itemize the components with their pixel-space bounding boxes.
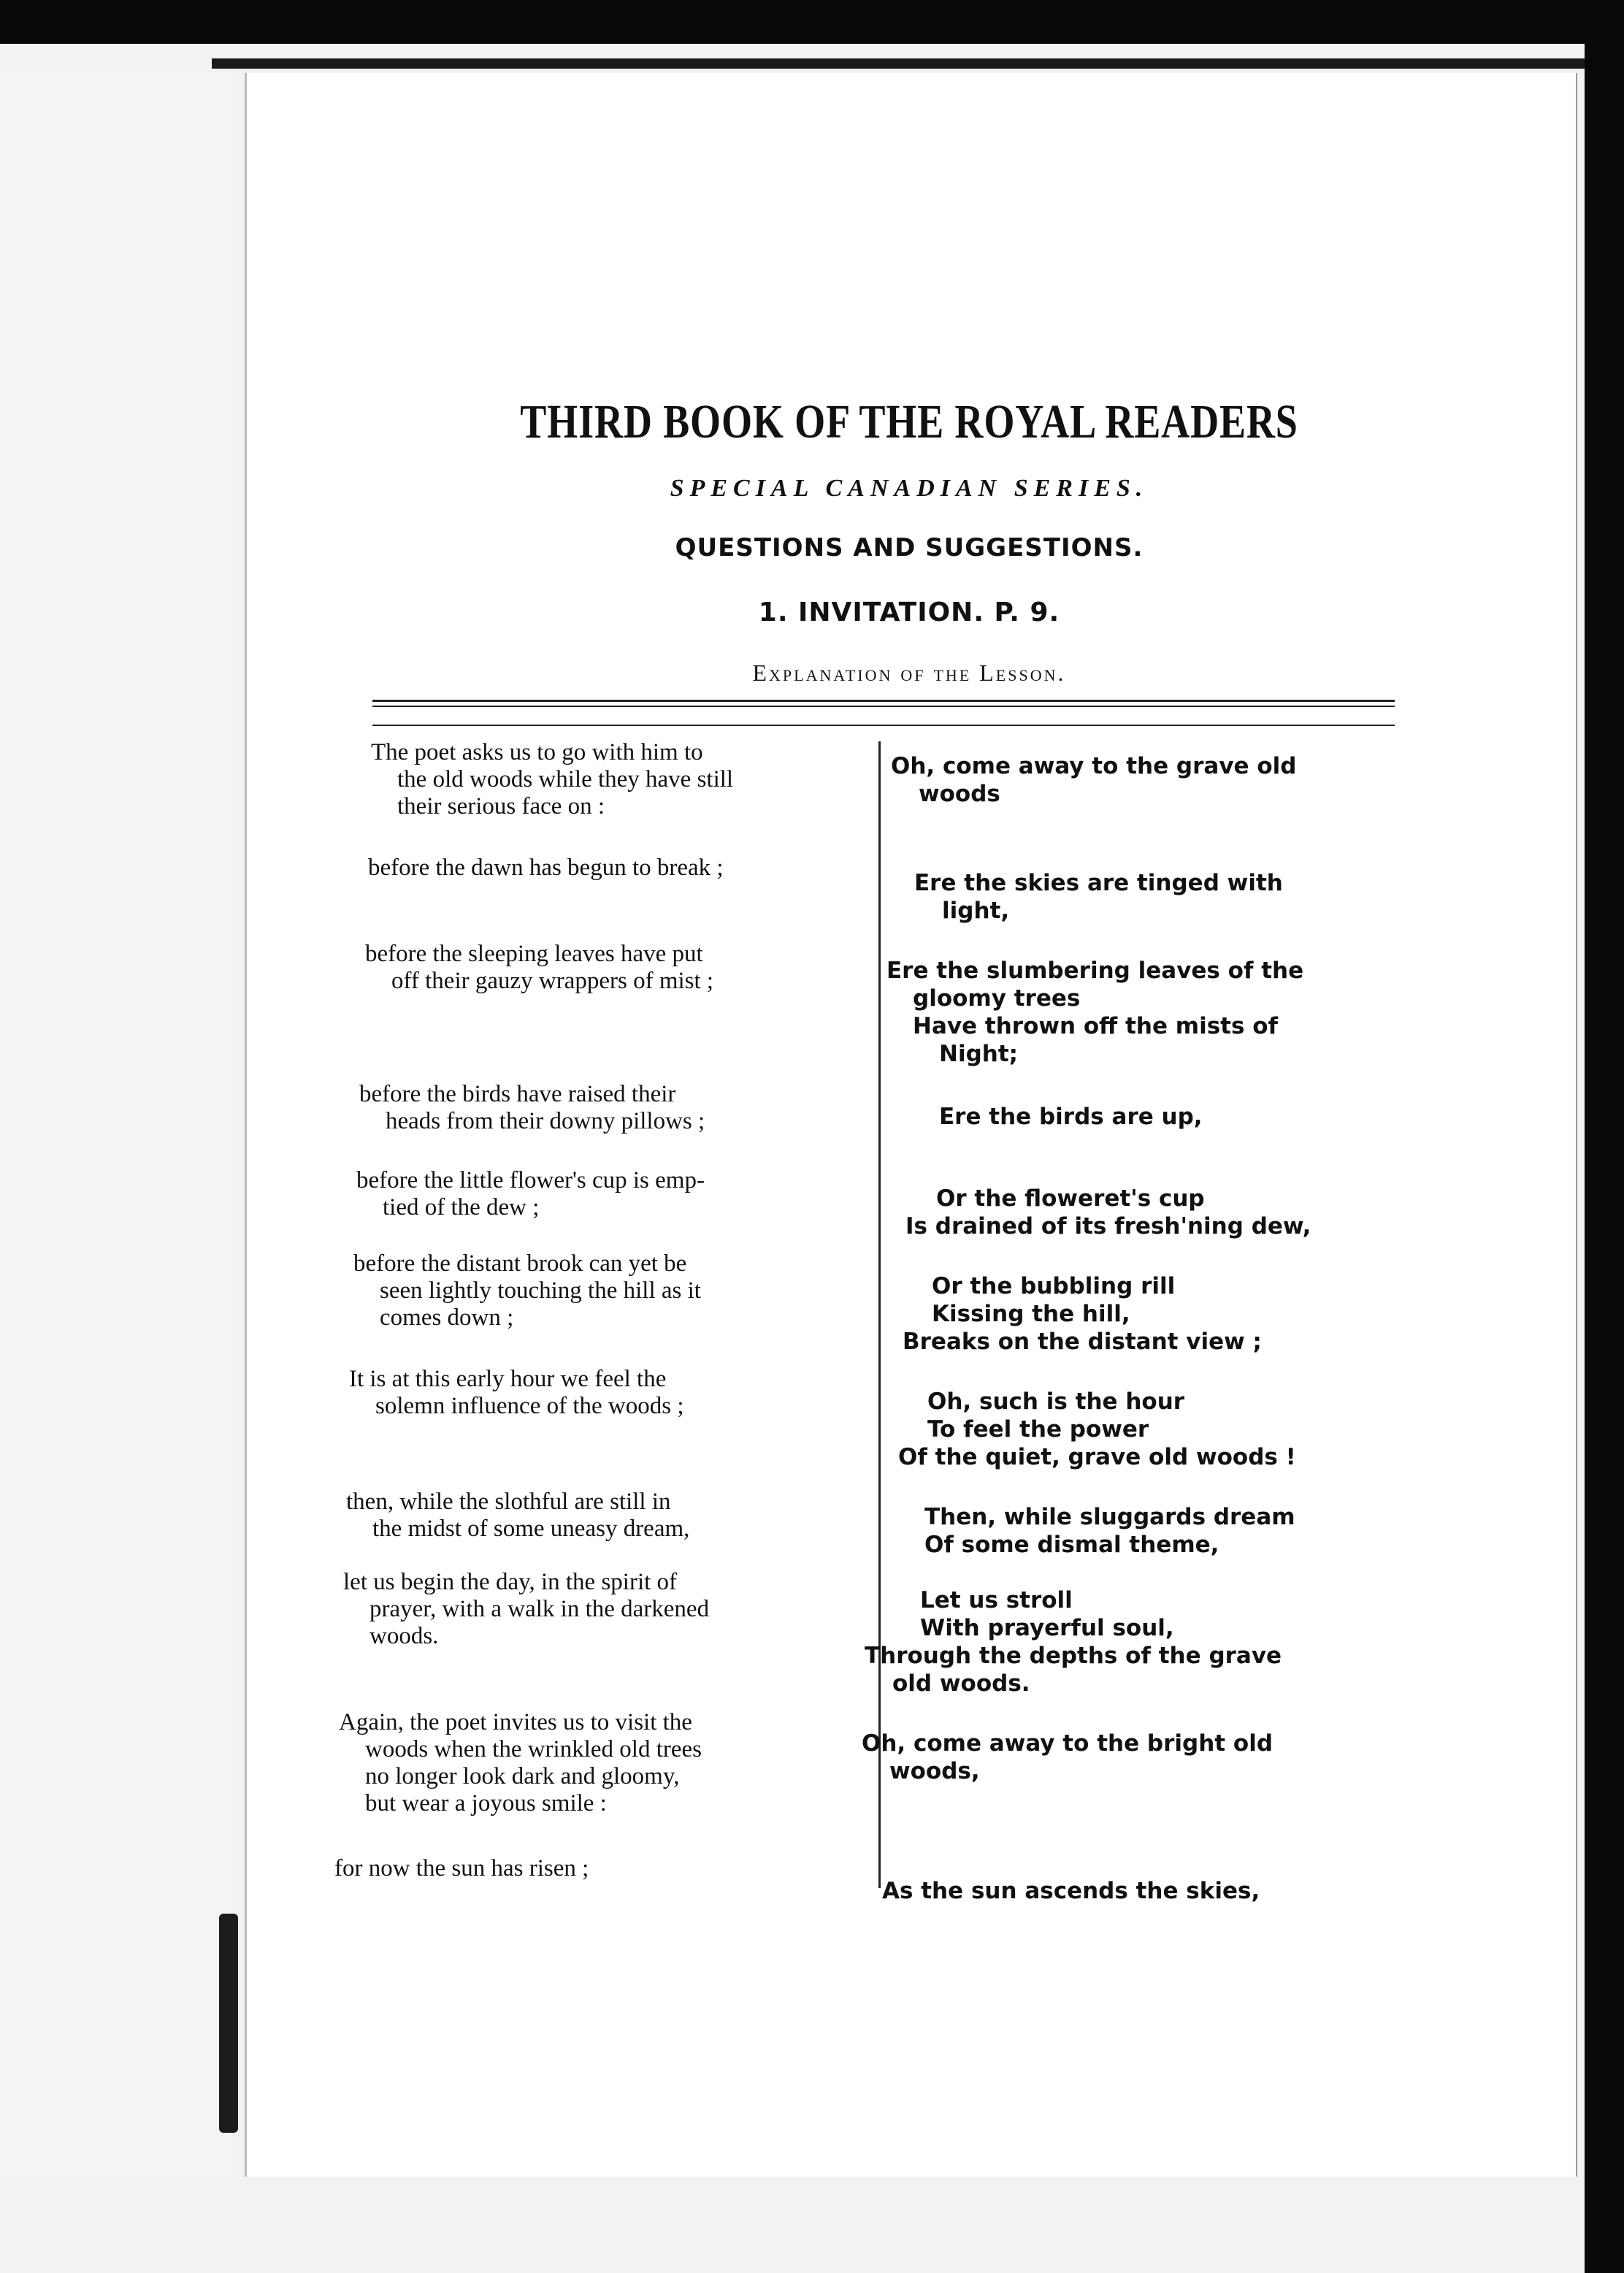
explanation-line: their serious face on : bbox=[397, 793, 605, 820]
poem-line: Is drained of its fresh'ning dew, bbox=[905, 1213, 1311, 1239]
poem-stanza bbox=[924, 1503, 1295, 1559]
poem-stanza bbox=[891, 752, 1296, 808]
poem-stanza bbox=[865, 1586, 1282, 1697]
explanation-line: comes down ; bbox=[380, 1304, 514, 1331]
column-divider bbox=[878, 741, 881, 1888]
poem-stanza bbox=[914, 869, 1283, 925]
poem-line: gloomy trees bbox=[913, 985, 1081, 1012]
poem-line: As the sun ascends the skies, bbox=[882, 1878, 1260, 1904]
poem-stanza bbox=[903, 1272, 1262, 1356]
explanation-line: the midst of some uneasy dream, bbox=[372, 1516, 690, 1542]
explanation-block bbox=[365, 941, 713, 995]
section-heading: QUESTIONS AND SUGGESTIONS. bbox=[675, 533, 1144, 562]
poem-line: To feel the power bbox=[927, 1416, 1149, 1443]
facing-page bbox=[0, 73, 232, 2177]
explanation-block bbox=[368, 855, 724, 882]
poem-line: With prayerful soul, bbox=[920, 1615, 1174, 1641]
explanation-line: before the birds have raised their bbox=[359, 1081, 676, 1107]
explanation-line: woods. bbox=[369, 1623, 439, 1649]
header-rule-bottom bbox=[372, 725, 1395, 726]
explanation-line: It is at this early hour we feel the bbox=[349, 1366, 667, 1392]
explanation-line: seen lightly touching the hill as it bbox=[380, 1277, 701, 1304]
explanation-block bbox=[371, 739, 733, 820]
explanation-heading: Explanation of the Lesson. bbox=[752, 660, 1066, 686]
explanation-block bbox=[343, 1569, 709, 1650]
poem-stanza bbox=[882, 1877, 1260, 1905]
explanation-line: Again, the poet invites us to visit the bbox=[339, 1709, 692, 1735]
explanation-line: before the distant brook can yet be bbox=[353, 1250, 687, 1277]
poem-line: woods, bbox=[889, 1758, 980, 1784]
lesson-heading: 1. INVITATION. P. 9. bbox=[758, 597, 1060, 627]
poem-line: Ere the skies are tinged with bbox=[914, 870, 1283, 896]
poem-stanza bbox=[886, 957, 1303, 1068]
poem-stanza bbox=[905, 1185, 1311, 1240]
explanation-line: The poet asks us to go with him to bbox=[371, 739, 703, 765]
header-rule-middle bbox=[372, 706, 1395, 707]
poem-line: Through the depths of the grave bbox=[865, 1643, 1282, 1669]
poem-line: light, bbox=[942, 898, 1010, 924]
explanation-line: off their gauzy wrappers of mist ; bbox=[391, 968, 714, 994]
explanation-line: for now the sun has risen ; bbox=[334, 1855, 589, 1882]
explanation-line: before the little flower's cup is emp- bbox=[356, 1167, 705, 1193]
poem-line: Oh, come away to the grave old bbox=[891, 753, 1297, 779]
poem-line: Oh, such is the hour bbox=[927, 1388, 1185, 1415]
poem-line: Breaks on the distant view ; bbox=[903, 1329, 1262, 1355]
poem-line: Let us stroll bbox=[920, 1587, 1073, 1613]
poem-line: Have thrown off the mists of bbox=[913, 1013, 1278, 1039]
poem-stanza bbox=[898, 1388, 1296, 1471]
explanation-line: tied of the dew ; bbox=[383, 1194, 540, 1220]
poem-stanza bbox=[939, 1103, 1203, 1131]
poem-line: Of some dismal theme, bbox=[924, 1532, 1219, 1558]
poem-line: Or the floweret's cup bbox=[936, 1185, 1205, 1212]
explanation-block bbox=[339, 1709, 702, 1817]
binding-spine bbox=[219, 1914, 238, 2133]
explanation-line: no longer look dark and gloomy, bbox=[365, 1763, 680, 1789]
explanation-line: heads from their downy pillows ; bbox=[386, 1108, 705, 1134]
explanation-line: before the dawn has begun to break ; bbox=[368, 855, 724, 881]
explanation-block bbox=[359, 1081, 705, 1135]
explanation-line: but wear a joyous smile : bbox=[365, 1790, 607, 1817]
explanation-block bbox=[356, 1167, 705, 1221]
poem-line: Of the quiet, grave old woods ! bbox=[898, 1444, 1296, 1470]
explanation-line: solemn influence of the woods ; bbox=[375, 1393, 684, 1419]
explanation-block bbox=[346, 1489, 689, 1543]
series-subtitle: SPECIAL CANADIAN SERIES. bbox=[670, 475, 1149, 502]
explanation-line: prayer, with a walk in the darkened bbox=[369, 1596, 710, 1622]
explanation-line: then, while the slothful are still in bbox=[346, 1489, 671, 1515]
explanation-block bbox=[334, 1855, 589, 1882]
poem-line: Ere the slumbering leaves of the bbox=[886, 958, 1304, 984]
poem-line: old woods. bbox=[892, 1670, 1030, 1697]
poem-line: Or the bubbling rill bbox=[932, 1273, 1176, 1299]
poem-line: Night; bbox=[939, 1041, 1019, 1067]
poem-line: Then, while sluggards dream bbox=[924, 1504, 1295, 1530]
explanation-block bbox=[349, 1366, 684, 1420]
poem-stanza bbox=[862, 1730, 1273, 1785]
book-title: THIRD BOOK OF THE ROYAL READERS bbox=[520, 395, 1298, 448]
explanation-line: before the sleeping leaves have put bbox=[365, 941, 703, 967]
poem-line: Ere the birds are up, bbox=[939, 1104, 1203, 1130]
explanation-line: let us begin the day, in the spirit of bbox=[343, 1569, 678, 1595]
top-edge-band bbox=[212, 58, 1585, 69]
explanation-block bbox=[353, 1250, 701, 1332]
poem-line: woods bbox=[919, 781, 1000, 807]
explanation-line: the old woods while they have still bbox=[397, 766, 734, 792]
explanation-line: woods when the wrinkled old trees bbox=[365, 1736, 702, 1762]
poem-line: Kissing the hill, bbox=[932, 1301, 1130, 1327]
poem-line: Oh, come away to the bright old bbox=[862, 1730, 1273, 1757]
header-rule-top bbox=[372, 700, 1395, 702]
